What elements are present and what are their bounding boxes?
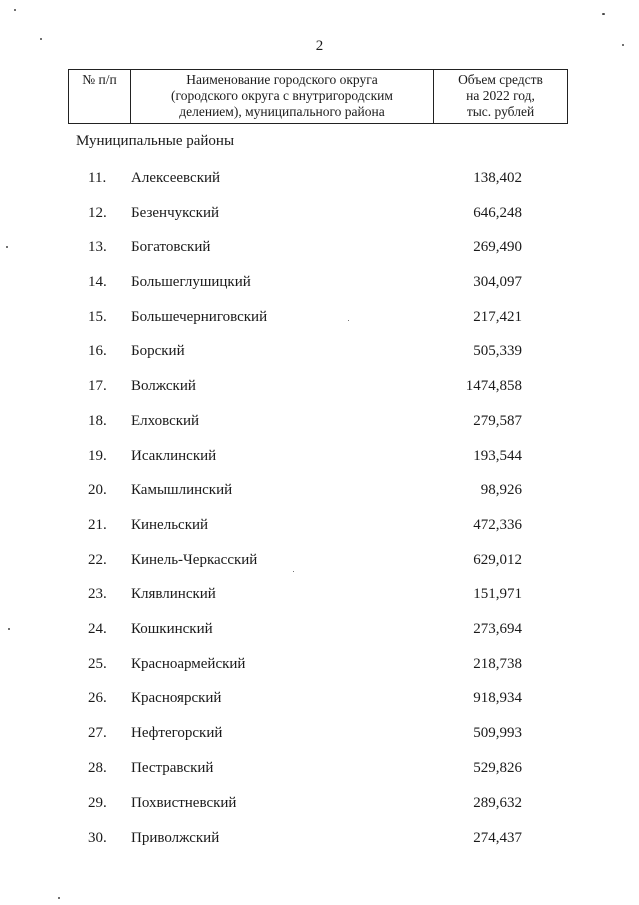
row-number: 30. [88, 830, 107, 846]
row-number: 24. [88, 621, 107, 637]
row-district-name: Кинельский [131, 517, 209, 533]
row-number: 14. [88, 274, 107, 290]
row-number: 20. [88, 482, 107, 498]
table-header [68, 69, 568, 124]
header-volume-line: на 2022 год, [466, 88, 535, 103]
table-row [0, 758, 639, 778]
header-name-line: (городского округа с внутригородским [171, 88, 393, 103]
table-row [0, 203, 639, 223]
table-row [0, 584, 639, 604]
row-value: 918,934 [473, 690, 522, 706]
scan-speck [58, 897, 60, 899]
scan-speck [622, 44, 624, 46]
row-number: 16. [88, 343, 107, 359]
header-volume-cell [434, 70, 567, 123]
table-row [0, 828, 639, 848]
scan-speck [40, 38, 42, 40]
table-row [0, 688, 639, 708]
row-value: 98,926 [480, 482, 522, 498]
row-district-name: Красноармейский [131, 656, 246, 672]
row-value: 646,248 [473, 205, 522, 221]
row-number: 29. [88, 795, 107, 811]
row-number: 11. [88, 170, 107, 186]
row-district-name: Похвистневский [131, 795, 237, 811]
table-row [0, 515, 639, 535]
scan-speck [8, 628, 10, 630]
row-number: 22. [88, 552, 107, 568]
header-volume-line: тыс. рублей [466, 104, 535, 119]
row-value: 279,587 [473, 413, 522, 429]
header-number-cell: № п/п [69, 70, 131, 123]
header-name-cell [131, 70, 434, 123]
row-number: 15. [88, 309, 107, 325]
row-value: 273,694 [473, 621, 522, 637]
table-row [0, 619, 639, 639]
table-row [0, 341, 639, 361]
row-value: 629,012 [473, 552, 522, 568]
row-district-name: Борский [131, 343, 185, 359]
header-volume-line: Объем средств [458, 72, 543, 87]
row-district-name: Кошкинский [131, 621, 213, 637]
table-row [0, 480, 639, 500]
header-name-line: делением), муниципального района [179, 104, 385, 119]
row-district-name: Клявлинский [131, 586, 216, 602]
row-value: 269,490 [473, 239, 522, 255]
row-number: 12. [88, 205, 107, 221]
row-district-name: Безенчукский [131, 205, 220, 221]
row-number: 21. [88, 517, 107, 533]
row-district-name: Большечерниговский [131, 309, 268, 325]
row-number: 18. [88, 413, 107, 429]
row-district-name: Нефтегорский [131, 725, 223, 741]
table-row [0, 723, 639, 743]
row-value: 1474,858 [465, 378, 522, 394]
scan-speck [6, 246, 8, 248]
scan-speck [14, 9, 16, 11]
row-district-name: Богатовский [131, 239, 211, 255]
scan-speck [348, 320, 349, 321]
row-district-name: Исаклинский [131, 448, 217, 464]
row-value: 529,826 [473, 760, 522, 776]
scan-speck [602, 13, 605, 15]
table-row [0, 272, 639, 292]
row-value: 217,421 [473, 309, 522, 325]
row-district-name: Пестравский [131, 760, 214, 776]
row-number: 27. [88, 725, 107, 741]
row-value: 509,993 [473, 725, 522, 741]
row-number: 19. [88, 448, 107, 464]
row-value: 274,437 [473, 830, 522, 846]
row-district-name: Большеглушицкий [131, 274, 251, 290]
page-number: 2 [315, 38, 324, 54]
row-value: 138,402 [473, 170, 522, 186]
row-value: 304,097 [473, 274, 522, 290]
row-district-name: Кинель-Черкасский [131, 552, 258, 568]
table-row [0, 654, 639, 674]
row-district-name: Волжский [131, 378, 196, 394]
table-row [0, 411, 639, 431]
row-number: 13. [88, 239, 107, 255]
row-number: 23. [88, 586, 107, 602]
section-title: Муниципальные районы [76, 133, 235, 149]
row-district-name: Камышлинский [131, 482, 233, 498]
row-number: 25. [88, 656, 107, 672]
table-row [0, 793, 639, 813]
row-district-name: Алексеевский [131, 170, 221, 186]
header-name-line: Наименование городского округа [186, 72, 378, 87]
row-district-name: Елховский [131, 413, 200, 429]
row-value: 289,632 [473, 795, 522, 811]
row-value: 193,544 [473, 448, 522, 464]
row-number: 17. [88, 378, 107, 394]
row-value: 151,971 [473, 586, 522, 602]
table-row [0, 550, 639, 570]
table-row [0, 446, 639, 466]
table-row [0, 376, 639, 396]
table-row [0, 307, 639, 327]
table-row [0, 237, 639, 257]
table-row [0, 168, 639, 188]
row-value: 218,738 [473, 656, 522, 672]
row-district-name: Красноярский [131, 690, 222, 706]
row-district-name: Приволжский [131, 830, 220, 846]
scan-speck [293, 571, 294, 572]
row-value: 505,339 [473, 343, 522, 359]
row-number: 28. [88, 760, 107, 776]
row-number: 26. [88, 690, 107, 706]
row-value: 472,336 [473, 517, 522, 533]
